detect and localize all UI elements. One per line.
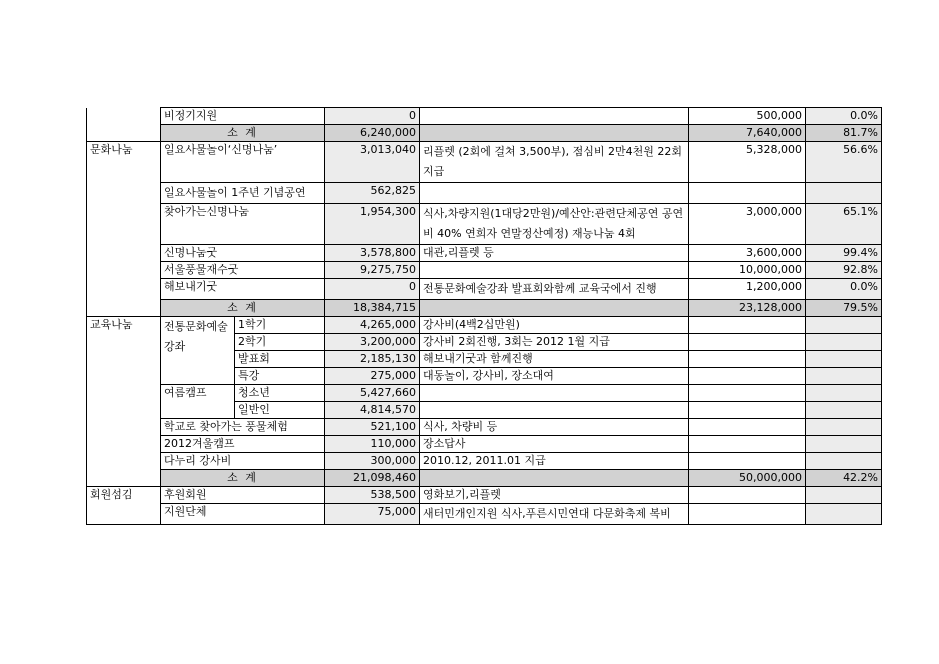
amount-cell: 0 [325, 279, 420, 300]
rate-cell: 0.0% [806, 279, 882, 300]
budget-table [86, 107, 882, 525]
note-cell: 리플렛 (2회에 걸쳐 3,500부), 점심비 2만4천원 22회 지급 [420, 142, 689, 183]
category-cell [87, 419, 161, 436]
table-row [87, 245, 882, 262]
budget-cell [689, 317, 806, 334]
note-cell: 대관,리플렛 등 [420, 245, 689, 262]
note-cell: 새터민개인지원 식사,푸른시민연대 다문화축제 복비 [420, 504, 689, 525]
budget-cell: 50,000,000 [689, 470, 806, 487]
note-cell: 2010.12, 2011.01 지급 [420, 453, 689, 470]
category-cell [87, 125, 161, 142]
table-row [87, 436, 882, 453]
rate-cell: 65.1% [806, 204, 882, 245]
table-row [87, 204, 882, 245]
note-cell [420, 108, 689, 125]
category-cell [87, 351, 161, 368]
category-cell [87, 334, 161, 351]
amount-cell: 4,814,570 [325, 402, 420, 419]
rate-cell [806, 419, 882, 436]
table-row [87, 142, 882, 183]
rate-cell: 42.2% [806, 470, 882, 487]
item-cell: 지원단체 [161, 504, 325, 525]
rate-cell [806, 487, 882, 504]
rate-cell [806, 385, 882, 402]
note-cell: 해보내기굿과 함께진행 [420, 351, 689, 368]
amount-cell: 0 [325, 108, 420, 125]
category-cell [87, 470, 161, 487]
amount-cell: 75,000 [325, 504, 420, 525]
note-cell: 식사,차량지원(1대당2만원)/예산안:관련단체공연 공연비 40% 연희자 연말정산예정) 재능나눔 4회 [420, 204, 689, 245]
amount-cell: 538,500 [325, 487, 420, 504]
amount-cell: 9,275,750 [325, 262, 420, 279]
note-cell [420, 262, 689, 279]
budget-cell: 1,200,000 [689, 279, 806, 300]
table-row [87, 419, 882, 436]
subtotal-row [87, 470, 882, 487]
table-row [87, 183, 882, 204]
rate-cell [806, 436, 882, 453]
category-cell [87, 300, 161, 317]
rate-cell: 92.8% [806, 262, 882, 279]
note-cell [420, 183, 689, 204]
category-cell [87, 183, 161, 204]
note-cell [420, 402, 689, 419]
note-cell [420, 125, 689, 142]
subitem-cell: 2학기 [235, 334, 325, 351]
category-cell [87, 385, 161, 402]
subitem-cell: 발표회 [235, 351, 325, 368]
budget-cell [689, 351, 806, 368]
rate-cell [806, 183, 882, 204]
amount-cell: 5,427,660 [325, 385, 420, 402]
category-cell [87, 245, 161, 262]
note-cell: 강사비(4백2십만원) [420, 317, 689, 334]
budget-cell: 23,128,000 [689, 300, 806, 317]
category-cell [87, 402, 161, 419]
item-cell: 신명나눔굿 [161, 245, 325, 262]
item-cell: 학교로 찾아가는 풍물체험 [161, 419, 325, 436]
rate-cell: 0.0% [806, 108, 882, 125]
budget-cell: 7,640,000 [689, 125, 806, 142]
budget-cell [689, 183, 806, 204]
amount-cell: 3,200,000 [325, 334, 420, 351]
amount-cell: 300,000 [325, 453, 420, 470]
amount-cell: 562,825 [325, 183, 420, 204]
subitem-cell: 특강 [235, 368, 325, 385]
table-row [87, 385, 882, 402]
rate-cell [806, 317, 882, 334]
subtotal-row [87, 125, 882, 142]
category-cell [87, 504, 161, 525]
subitem-cell: 일반인 [235, 402, 325, 419]
item-cell: 전통문화예술강좌 [161, 317, 235, 385]
item-cell: 2012겨울캠프 [161, 436, 325, 453]
note-cell: 식사, 차량비 등 [420, 419, 689, 436]
category-cell [87, 108, 161, 125]
amount-cell: 4,265,000 [325, 317, 420, 334]
note-cell: 전통문화예술강좌 발표회와함께 교육국에서 진행 [420, 279, 689, 300]
category-cell: 교육나눔 [87, 317, 161, 334]
category-cell [87, 204, 161, 245]
amount-cell: 1,954,300 [325, 204, 420, 245]
note-cell: 영화보기,리플렛 [420, 487, 689, 504]
category-cell [87, 279, 161, 300]
rate-cell [806, 351, 882, 368]
amount-cell: 21,098,460 [325, 470, 420, 487]
amount-cell: 275,000 [325, 368, 420, 385]
budget-cell [689, 402, 806, 419]
category-cell [87, 436, 161, 453]
rate-cell [806, 334, 882, 351]
item-cell: 찾아가는신명나눔 [161, 204, 325, 245]
table-row [87, 504, 882, 525]
rate-cell: 81.7% [806, 125, 882, 142]
rate-cell: 56.6% [806, 142, 882, 183]
note-cell [420, 385, 689, 402]
budget-cell [689, 419, 806, 436]
budget-cell: 10,000,000 [689, 262, 806, 279]
item-cell: 여름캠프 [161, 385, 235, 419]
subtotal-label: 소 계 [161, 125, 325, 142]
note-cell: 대동놀이, 강사비, 장소대여 [420, 368, 689, 385]
subitem-cell: 1학기 [235, 317, 325, 334]
amount-cell: 18,384,715 [325, 300, 420, 317]
amount-cell: 521,100 [325, 419, 420, 436]
budget-cell [689, 368, 806, 385]
category-cell [87, 453, 161, 470]
subtotal-label: 소 계 [161, 470, 325, 487]
subtotal-label: 소 계 [161, 300, 325, 317]
budget-cell [689, 504, 806, 525]
budget-cell: 3,600,000 [689, 245, 806, 262]
budget-cell [689, 487, 806, 504]
note-cell: 장소답사 [420, 436, 689, 453]
category-cell: 회원섬김 [87, 487, 161, 504]
table-row [87, 487, 882, 504]
note-cell [420, 300, 689, 317]
item-cell: 일요사물놀이 1주년 기념공연 [161, 183, 325, 204]
amount-cell: 6,240,000 [325, 125, 420, 142]
rate-cell [806, 453, 882, 470]
rate-cell: 99.4% [806, 245, 882, 262]
amount-cell: 2,185,130 [325, 351, 420, 368]
item-cell: 일요사물놀이‘신명나눔’ [161, 142, 325, 183]
category-cell [87, 262, 161, 279]
subtotal-row [87, 300, 882, 317]
rate-cell [806, 402, 882, 419]
budget-cell [689, 453, 806, 470]
budget-cell: 500,000 [689, 108, 806, 125]
budget-cell [689, 436, 806, 453]
item-cell: 비정기지원 [161, 108, 325, 125]
subitem-cell: 청소년 [235, 385, 325, 402]
table-row [87, 108, 882, 125]
amount-cell: 3,013,040 [325, 142, 420, 183]
category-cell [87, 368, 161, 385]
budget-cell: 3,000,000 [689, 204, 806, 245]
item-cell: 후원회원 [161, 487, 325, 504]
table-row [87, 262, 882, 279]
table-row [87, 317, 882, 334]
item-cell: 서울풍물재수굿 [161, 262, 325, 279]
budget-cell: 5,328,000 [689, 142, 806, 183]
budget-cell [689, 385, 806, 402]
amount-cell: 3,578,800 [325, 245, 420, 262]
table-row [87, 453, 882, 470]
rate-cell [806, 504, 882, 525]
table-row [87, 279, 882, 300]
rate-cell: 79.5% [806, 300, 882, 317]
note-cell [420, 470, 689, 487]
budget-cell [689, 334, 806, 351]
category-cell: 문화나눔 [87, 142, 161, 183]
note-cell: 강사비 2회진행, 3회는 2012 1월 지급 [420, 334, 689, 351]
item-cell: 다누리 강사비 [161, 453, 325, 470]
rate-cell [806, 368, 882, 385]
item-cell: 해보내기굿 [161, 279, 325, 300]
amount-cell: 110,000 [325, 436, 420, 453]
